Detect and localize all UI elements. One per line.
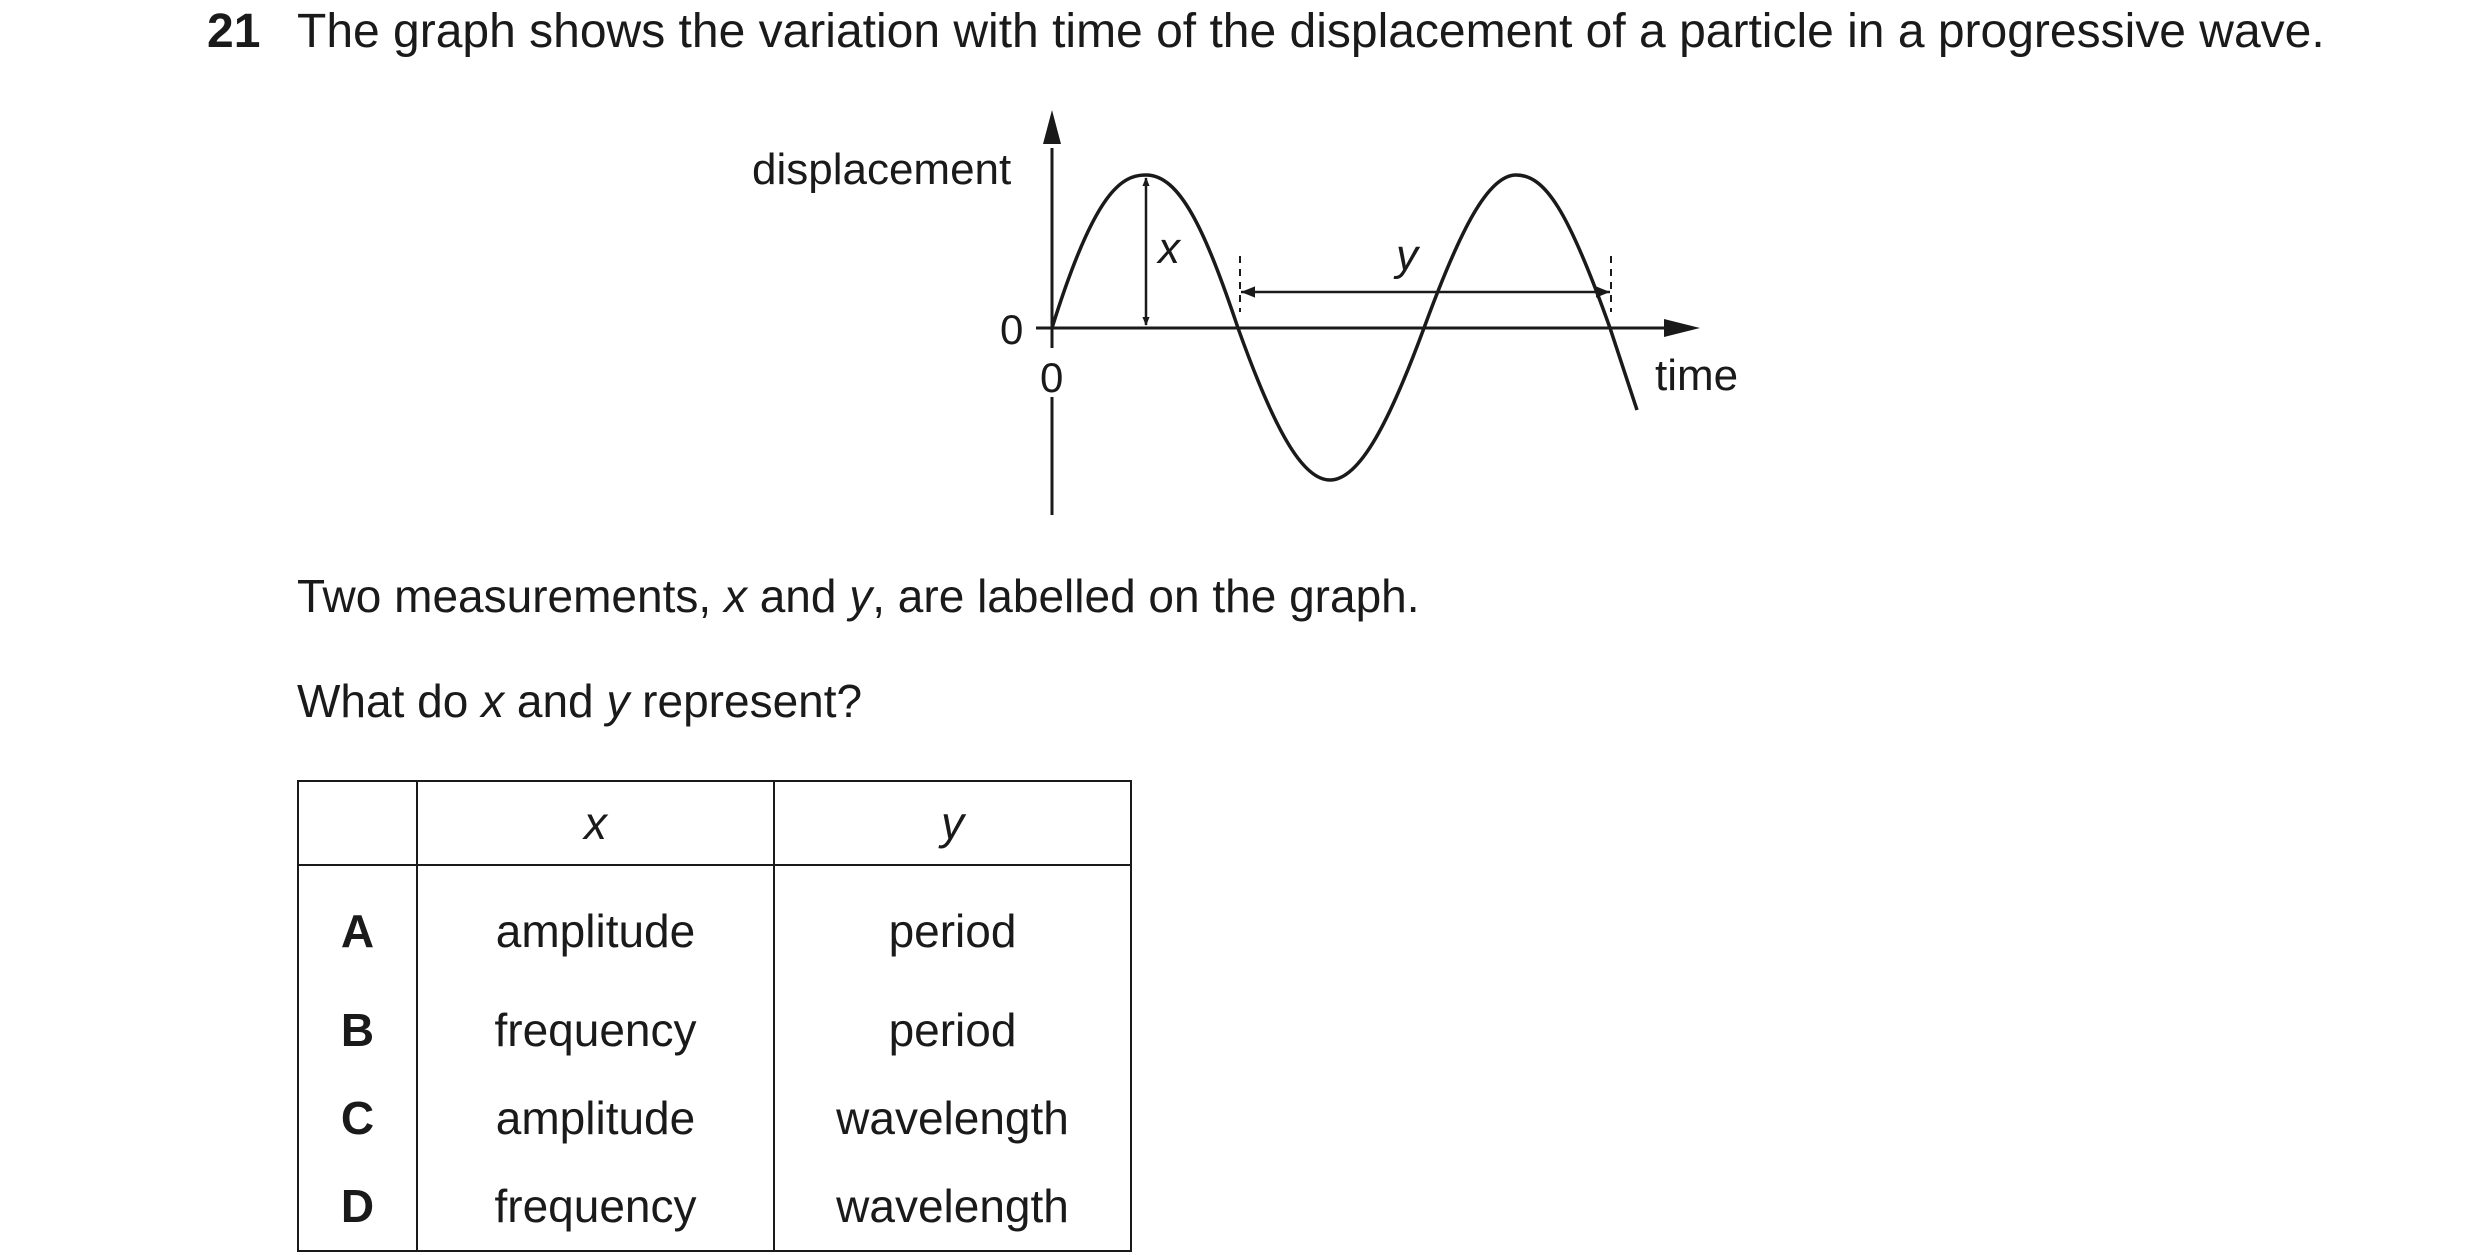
header-x: x	[417, 781, 774, 865]
wave-graph	[0, 0, 2480, 560]
option-x: amplitude	[417, 865, 774, 986]
question-text: The graph shows the variation with time of the displacement of a particle in a progressive wave.	[297, 5, 2325, 58]
x-origin-label: 0	[1040, 354, 1064, 401]
option-y: wavelength	[774, 1074, 1131, 1162]
option-row-d[interactable]	[298, 1162, 1131, 1251]
option-y: wavelength	[774, 1162, 1131, 1251]
header-key	[298, 781, 417, 865]
question-number: 21	[207, 5, 261, 58]
paragraph-measurements: Two measurements, x and y, are labelled on the graph.	[297, 570, 1420, 622]
y-origin-label: 0	[1000, 306, 1024, 353]
x-axis-arrowhead	[1664, 319, 1700, 337]
option-key: A	[298, 865, 417, 986]
header-y: y	[774, 781, 1131, 865]
option-key: D	[298, 1162, 417, 1251]
x-measurement-label: x	[1158, 224, 1180, 273]
answer-table	[297, 780, 1132, 1252]
x-axis-label: time	[1655, 351, 1739, 400]
option-x: frequency	[417, 986, 774, 1074]
y-axis-arrowhead	[1043, 110, 1061, 144]
option-key: B	[298, 986, 417, 1074]
option-x: frequency	[417, 1162, 774, 1251]
option-key: C	[298, 1074, 417, 1162]
table-header-row	[298, 781, 1131, 865]
question-prompt: What do x and y represent?	[297, 675, 863, 727]
option-x: amplitude	[417, 1074, 774, 1162]
y-axis-label: displacement	[752, 145, 1012, 194]
option-row-a[interactable]	[298, 865, 1131, 986]
y-measurement-label: y	[1396, 231, 1418, 280]
option-row-c[interactable]	[298, 1074, 1131, 1162]
option-row-b[interactable]	[298, 986, 1131, 1074]
option-y: period	[774, 986, 1131, 1074]
option-y: period	[774, 865, 1131, 986]
